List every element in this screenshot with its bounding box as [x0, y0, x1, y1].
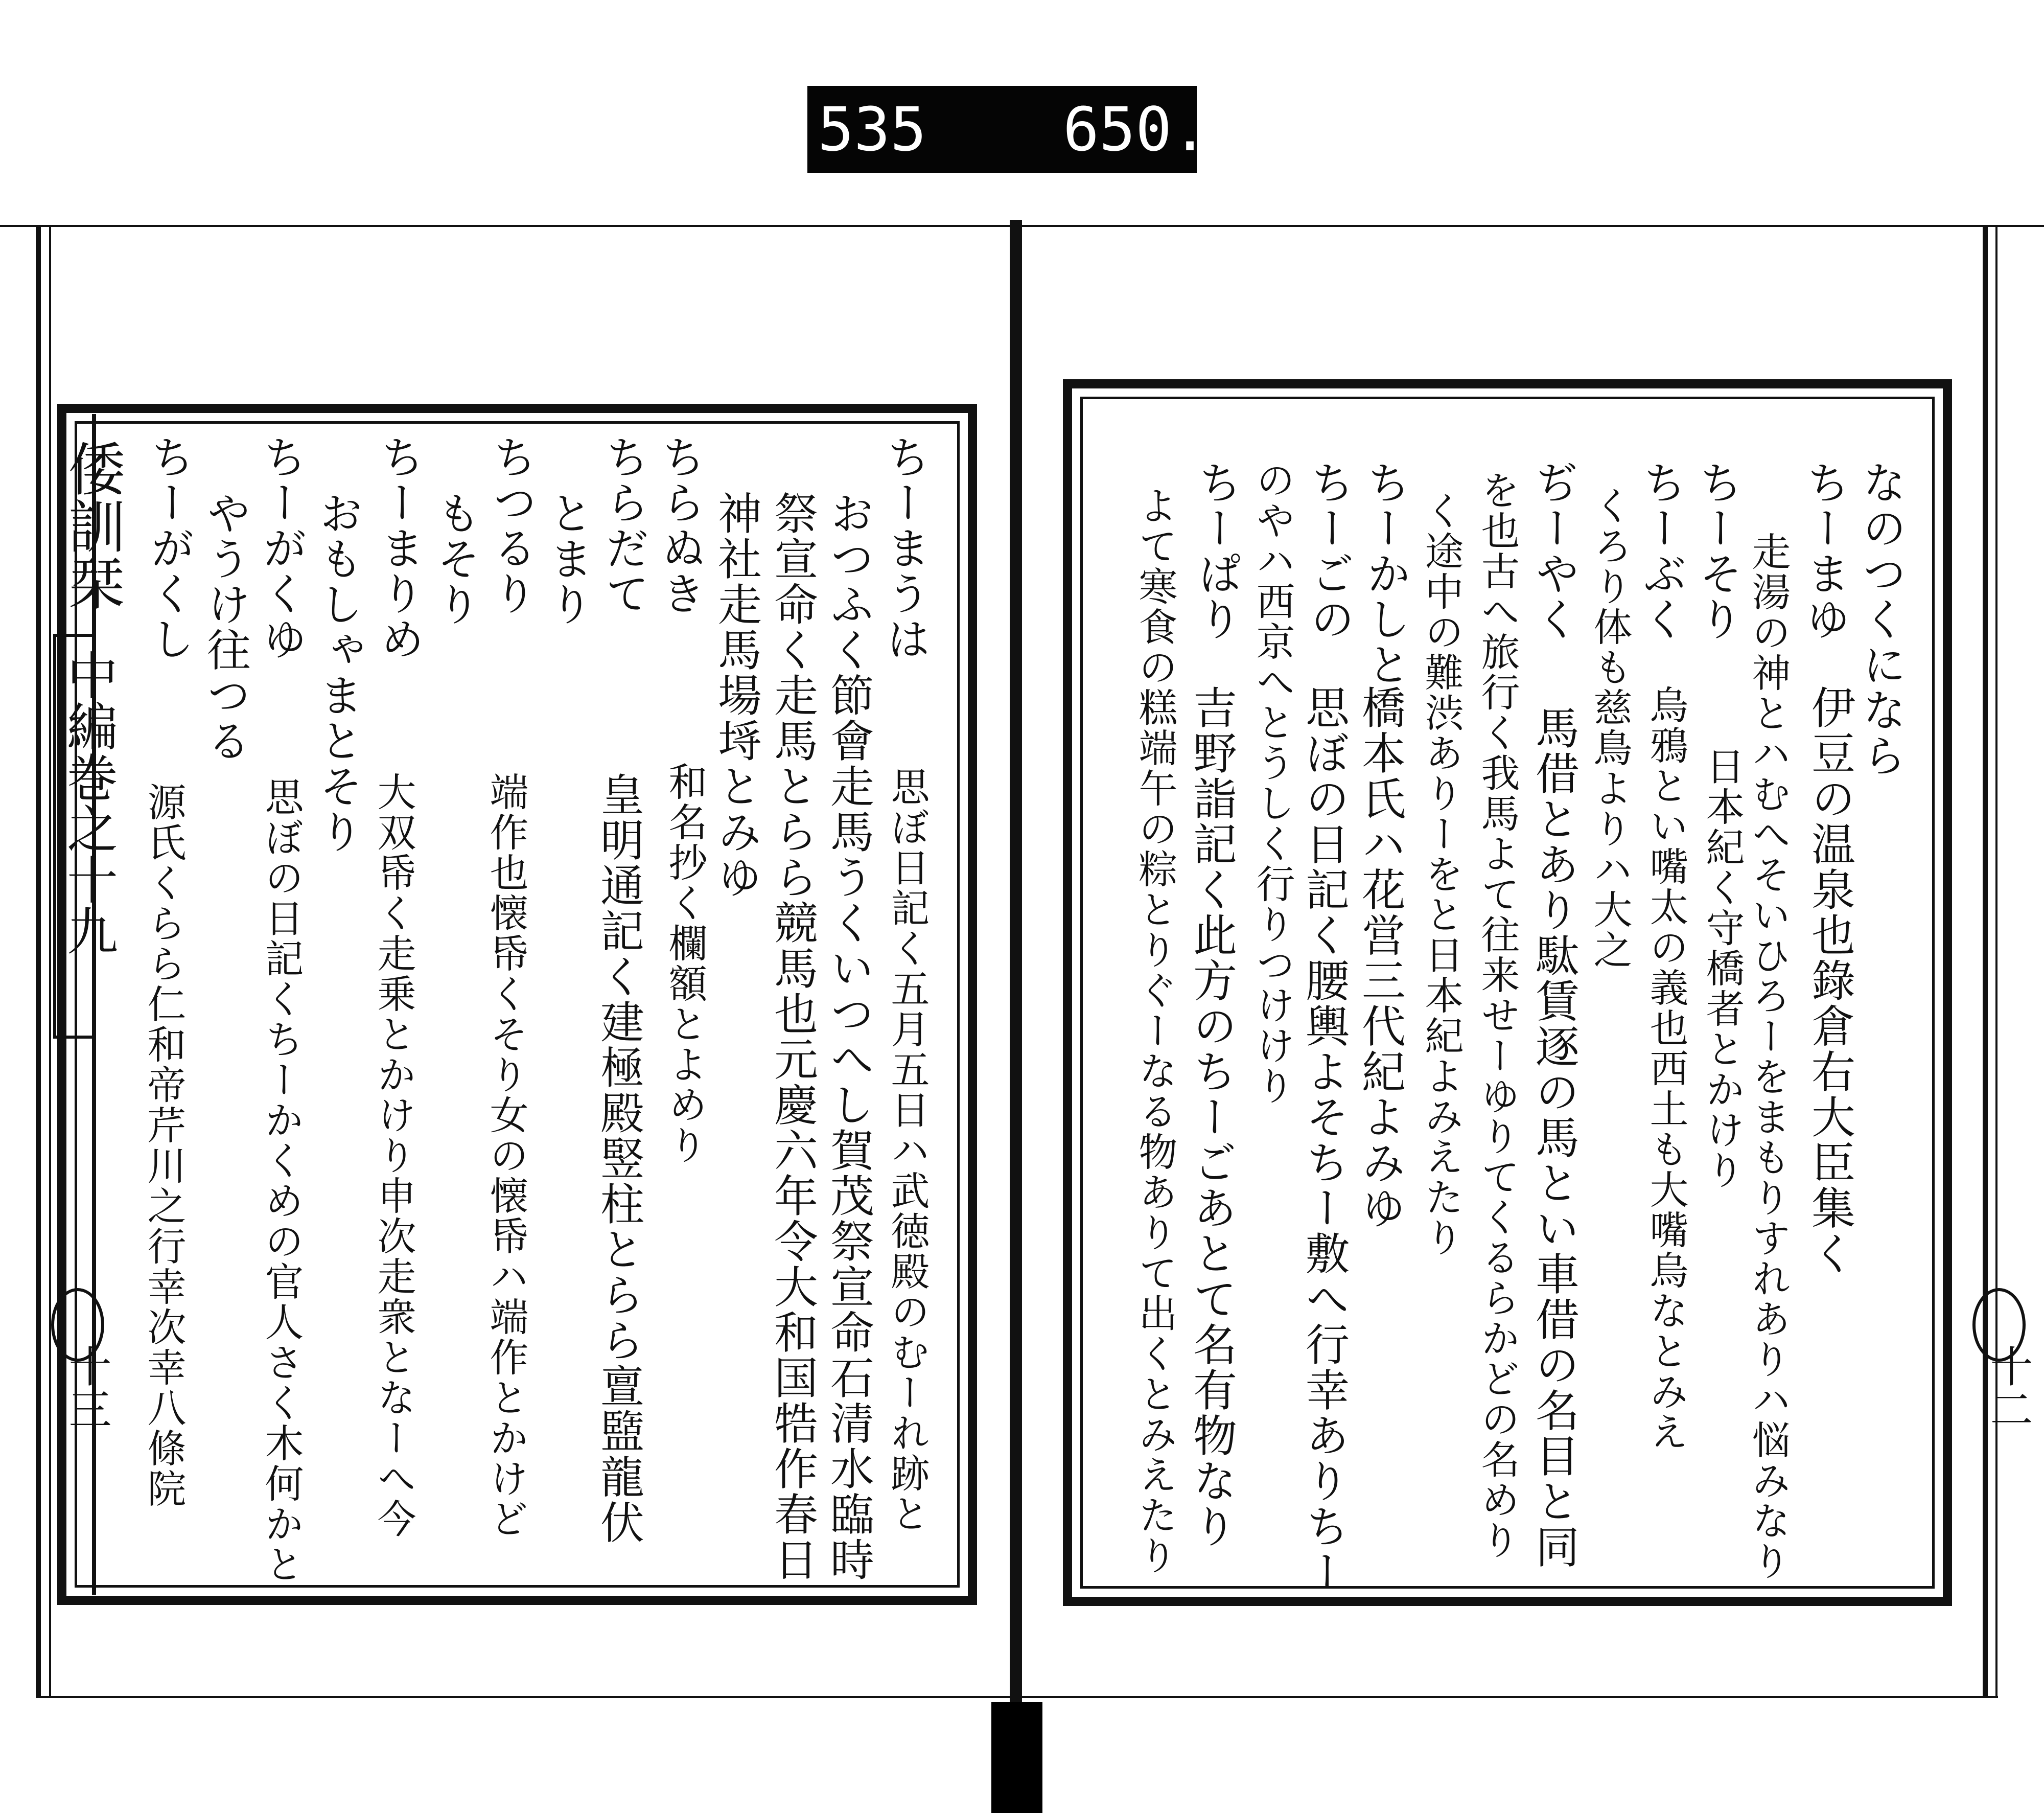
right-note-8: 吉野詣記く此方のちーごあとて名有物なり	[1186, 685, 1237, 1549]
left-col-7: とまり	[542, 491, 593, 627]
left-col-8: ちつるり	[485, 434, 537, 616]
right-note-1: 伊豆の温泉也錄倉右大臣集く	[1804, 685, 1855, 1276]
right-note-6: 橋本氏ハ花営三代紀よみゆ	[1354, 685, 1405, 1231]
right-col-1: なのつくになら	[1855, 460, 1906, 778]
left-note-3: 皇明通記く建極殿竪柱とらら亶盬龍伏	[593, 772, 644, 1545]
spine-subtitle: 中編巻之十九	[58, 649, 118, 956]
right-col-12: ちーぱり	[1191, 460, 1242, 642]
right-note-3: 日本紀く守橋者とかけり	[1700, 746, 1745, 1190]
right-note-5: 馬借とあり駄賃逐の馬とい車借の名目と同	[1528, 705, 1579, 1570]
right-col-7: を也古へ旅行く我馬よて往来せーゆりてくるらかどの名めり	[1475, 470, 1520, 1560]
left-col-2: おつふく節會走馬うくいつへし賀茂祭宣命石清水臨時	[823, 491, 874, 1582]
left-note-2: 和名抄く欄額とよめり	[662, 762, 708, 1165]
left-col-13: やうけ往つる	[199, 491, 250, 764]
right-note-4: 烏鴉とい嘴太の義也西土も大嘴烏なとみえ	[1643, 685, 1689, 1452]
left-col-10: ちーまりめ	[373, 434, 424, 662]
book-gutter	[1010, 220, 1022, 1723]
right-page-edge	[1983, 225, 1988, 1697]
right-note-7: 思ぼの日記く腰輿よそちー敷へ行幸ありちー	[1298, 685, 1349, 1595]
left-col-14: ちーがくし	[143, 434, 194, 662]
left-col-4: 神社走馬場埓とみゆ	[710, 491, 761, 900]
left-page-number: 十三	[62, 1344, 112, 1430]
right-page-edge-inner	[1995, 225, 1997, 1697]
left-col-6: ちらだて	[598, 434, 649, 616]
right-col-2: ちーまゆ	[1799, 460, 1850, 642]
right-col-10: ちーごの	[1303, 460, 1354, 642]
right-col-5: くろり体も慈鳥よりハ大之	[1587, 486, 1633, 970]
left-col-3: 祭宣命く走馬とらら競馬也元慶六年令大和国牿作春日	[766, 491, 818, 1582]
right-col-11: のやハ西京へとうしく行りつけけり	[1250, 460, 1295, 1106]
left-note-6: 思ぼの日記くちーかくめの官人さく木何かと	[259, 777, 304, 1585]
left-page-edge	[36, 225, 41, 1697]
microfilm-frame-label	[807, 86, 1209, 173]
left-col-12: ちーがくゆ	[256, 434, 307, 662]
left-col-5: ちらぬき	[654, 434, 705, 616]
left-note-4: 端作也懐帋くそり女の懐帋ハ端作とかけど	[483, 772, 529, 1539]
right-col-13: よて寒食の糕端午の粽とりぐーなる物ありて出くとみえたり	[1132, 486, 1178, 1576]
left-note-7: 源氏くらら仁和帝芹川之行幸次幸八條院	[141, 782, 187, 1509]
left-note-1: 思ぼ日記く五月五日ハ武徳殿のむーれ跡と	[885, 767, 930, 1534]
right-col-4: ちーぶく	[1635, 460, 1686, 642]
gutter-shadow	[991, 1702, 1042, 1813]
right-col-3: ちーそり	[1691, 460, 1743, 642]
right-note-2: 走湯の神とハむへそいひろーをまもりすれありハ悩みなり	[1746, 532, 1791, 1581]
right-page-number: 十二	[1983, 1344, 2033, 1430]
film-number-left: 535	[818, 94, 927, 165]
spine-title: 倭訓栞	[59, 440, 125, 611]
film-number-right: 650.	[1063, 94, 1209, 165]
left-note-5: 大双帋く走乗とかけり申次走衆となーへ今	[371, 772, 416, 1539]
right-col-8: く途中の難渋ありーをと日本紀よみえたり	[1419, 491, 1464, 1258]
left-col-11: おもしゃまとそり	[312, 491, 363, 855]
right-col-6: ぢーやく	[1528, 460, 1579, 642]
left-col-1: ちーまうは	[879, 434, 930, 662]
top-edge-line	[0, 225, 2044, 227]
left-col-9: もそり	[429, 491, 480, 627]
right-col-9: ちーかしと	[1359, 460, 1410, 687]
